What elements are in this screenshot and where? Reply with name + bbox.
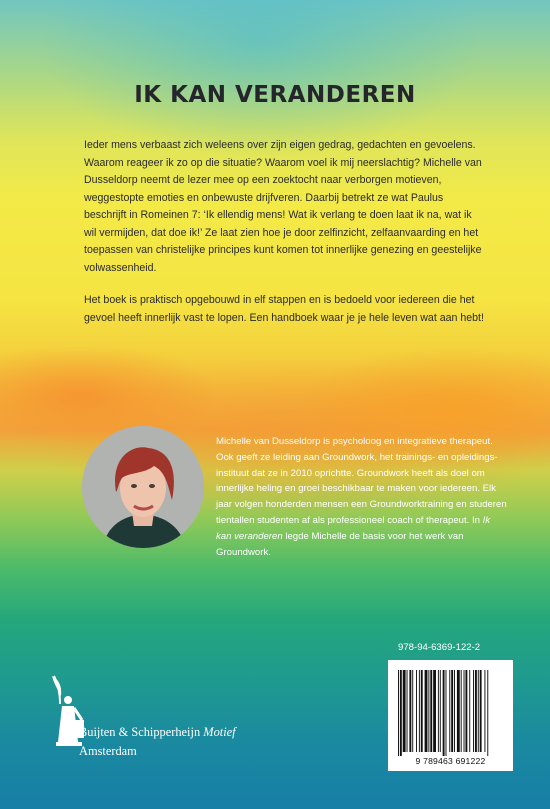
- blurb-paragraph-1: Ieder mens verbaast zich weleens over zijn eigen gedrag, gedachten en gevoelens. Waarom reageer ik zo op die situatie? Waarom voel ik mij neerslachtig? Michelle van Dusseldorp neemt de lezer mee op een zoektocht naar verborgen motieven, weggestopte emoties en onbewuste drijfveren. Daarbij betrekt ze wat Paulus beschrijft in Romeinen 7: ‘Ik ellendig mens! Wat ik verlang te doen laat ik na, wat ik wil vermijden, dat doe ik!’ Ze laat zien hoe je door zelfinzicht, zelfaanvaarding en het toepassen van christelijke principes kunt komen tot innerlijke genezing en geestelijke volwassenheid.: [84, 139, 482, 274]
- publisher-city: Amsterdam: [79, 744, 137, 758]
- blurb-paragraph-2: Het boek is praktisch opgebouwd in elf stappen en is bedoeld voor iedereen die het gevoel heeft innerlijk vast te lopen. Een handboek waar je je hele leven wat aan hebt!: [84, 294, 484, 324]
- author-photo: [82, 426, 204, 548]
- isbn-barcode: [388, 660, 513, 771]
- isbn-label: 978-94-6369-122-2: [398, 642, 481, 653]
- author-bio: Michelle van Dusseldorp is psycholoog en integratieve therapeut. Ook geeft ze leiding aan Groundwork, het trainings- en opleidings-instituut dat ze in 2010 oprichtte. Groundwork heeft als doel om innerlijke heling en groei beschikbaar te maken voor iedereen. Elk jaar volgen honderden mensen een Groundworktraining en studeren tientallen studenten af als professioneel coach of therapeut. In Ik kan veranderen legde Michelle de basis voor het werk van Groundwork.: [216, 436, 507, 558]
- bio-book-title: Ik kan veranderen: [216, 514, 491, 542]
- barcode-digits: 9 789463 691222: [415, 756, 486, 766]
- quill-statue-icon: [48, 672, 88, 752]
- publisher-name: Buijten & Schipperheijn Motief: [79, 725, 236, 739]
- book-title: IK KAN VERANDEREN: [134, 82, 416, 108]
- publisher-logo: [48, 672, 218, 752]
- barcode-icon: [388, 660, 513, 771]
